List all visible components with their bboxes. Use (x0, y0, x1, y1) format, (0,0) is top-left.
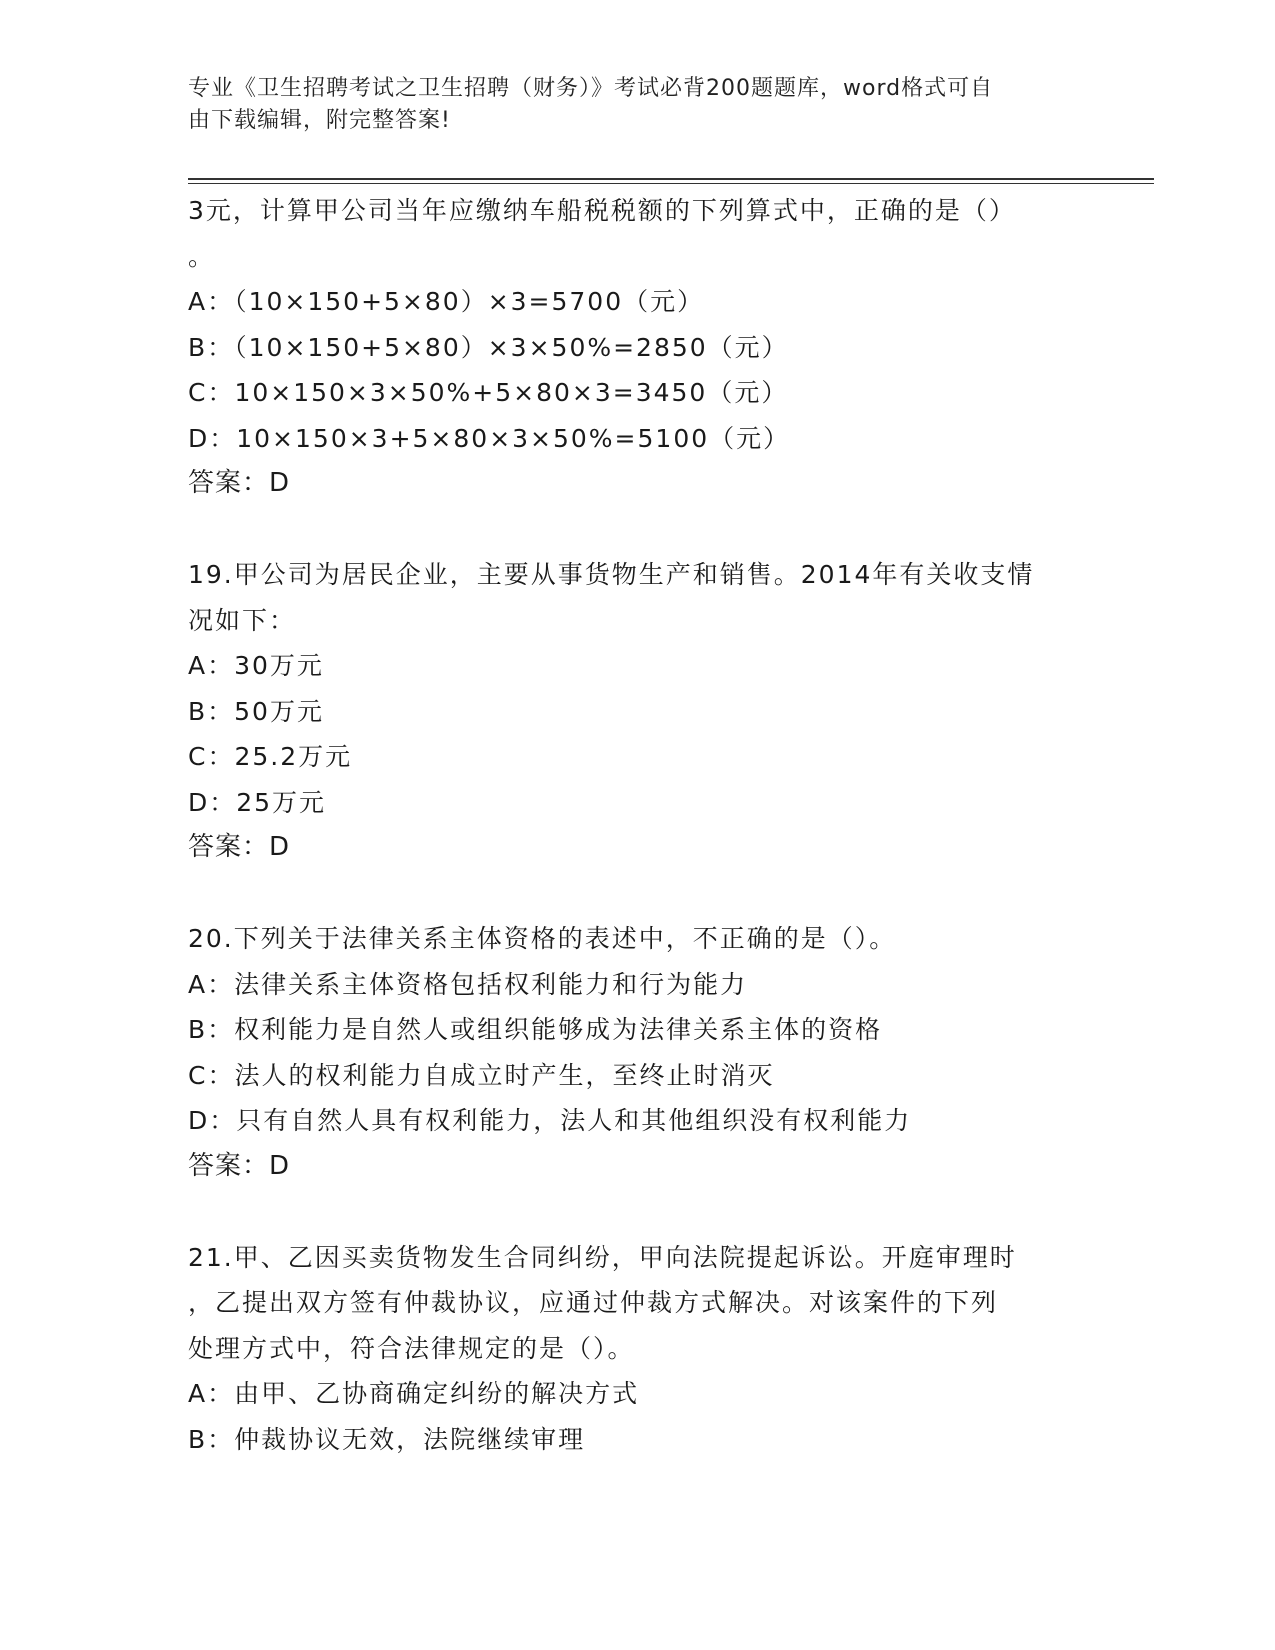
question-stem-line: 19.甲公司为居民企业，主要从事货物生产和销售。2014年有关收支情 (188, 560, 1035, 589)
question-stem-line: ，乙提出双方签有仲裁协议，应通过仲裁方式解决。对该案件的下列 (188, 1288, 999, 1317)
question-stem-line: 。 (188, 241, 216, 271)
answer: 答案：D (188, 832, 291, 862)
question-20 (188, 916, 1088, 1189)
question-19 (188, 552, 1088, 871)
option-a: A：由甲、乙协商确定纠纷的解决方式 (188, 1379, 640, 1408)
answer: 答案：D (188, 468, 291, 498)
header-line-1: 专业《卫生招聘考试之卫生招聘（财务）》考试必背200题题库，word格式可自 (188, 76, 994, 101)
option-a: A：30万元 (188, 651, 324, 680)
option-d: D：只有自然人具有权利能力，法人和其他组织没有权利能力 (188, 1106, 912, 1135)
question-stem-line: 20.下列关于法律关系主体资格的表述中，不正确的是（）。 (188, 924, 897, 953)
option-a: A：法律关系主体资格包括权利能力和行为能力 (188, 969, 748, 999)
header-line-2: 由下载编辑，附完整答案! (188, 108, 451, 133)
option-b: B：仲裁协议无效，法院继续审理 (188, 1424, 586, 1454)
option-d: D：10×150×3+5×80×3×50%=5100（元） (188, 423, 791, 453)
option-b: B：（10×150+5×80）×3×50%=2850（元） (188, 332, 789, 362)
spacer (188, 1189, 1088, 1235)
header-divider (188, 178, 1154, 184)
option-d: D：25万元 (188, 787, 327, 817)
document-header (188, 73, 1068, 137)
document-body (188, 188, 1088, 1462)
spacer (188, 871, 1088, 917)
option-c: C：法人的权利能力自成立时产生，至终止时消灭 (188, 1060, 775, 1090)
question-stem-line: 况如下： (188, 605, 297, 635)
option-c: C：25.2万元 (188, 742, 353, 771)
option-b: B：权利能力是自然人或组织能够成为法律关系主体的资格 (188, 1015, 883, 1044)
option-b: B：50万元 (188, 696, 324, 726)
question-21 (188, 1235, 1088, 1463)
question-18 (188, 188, 1088, 507)
option-a: A：（10×150+5×80）×3=5700（元） (188, 287, 705, 316)
answer: 答案：D (188, 1150, 291, 1181)
question-stem-line: 处理方式中，符合法律规定的是（）。 (188, 1333, 635, 1363)
question-stem-line: 21.甲、乙因买卖货物发生合同纠纷，甲向法院提起诉讼。开庭审理时 (188, 1242, 1017, 1272)
spacer (188, 507, 1088, 553)
question-stem-line: 3元，计算甲公司当年应缴纳车船税税额的下列算式中，正确的是（） (188, 196, 1016, 225)
option-c: C：10×150×3×50%+5×80×3=3450（元） (188, 378, 789, 407)
